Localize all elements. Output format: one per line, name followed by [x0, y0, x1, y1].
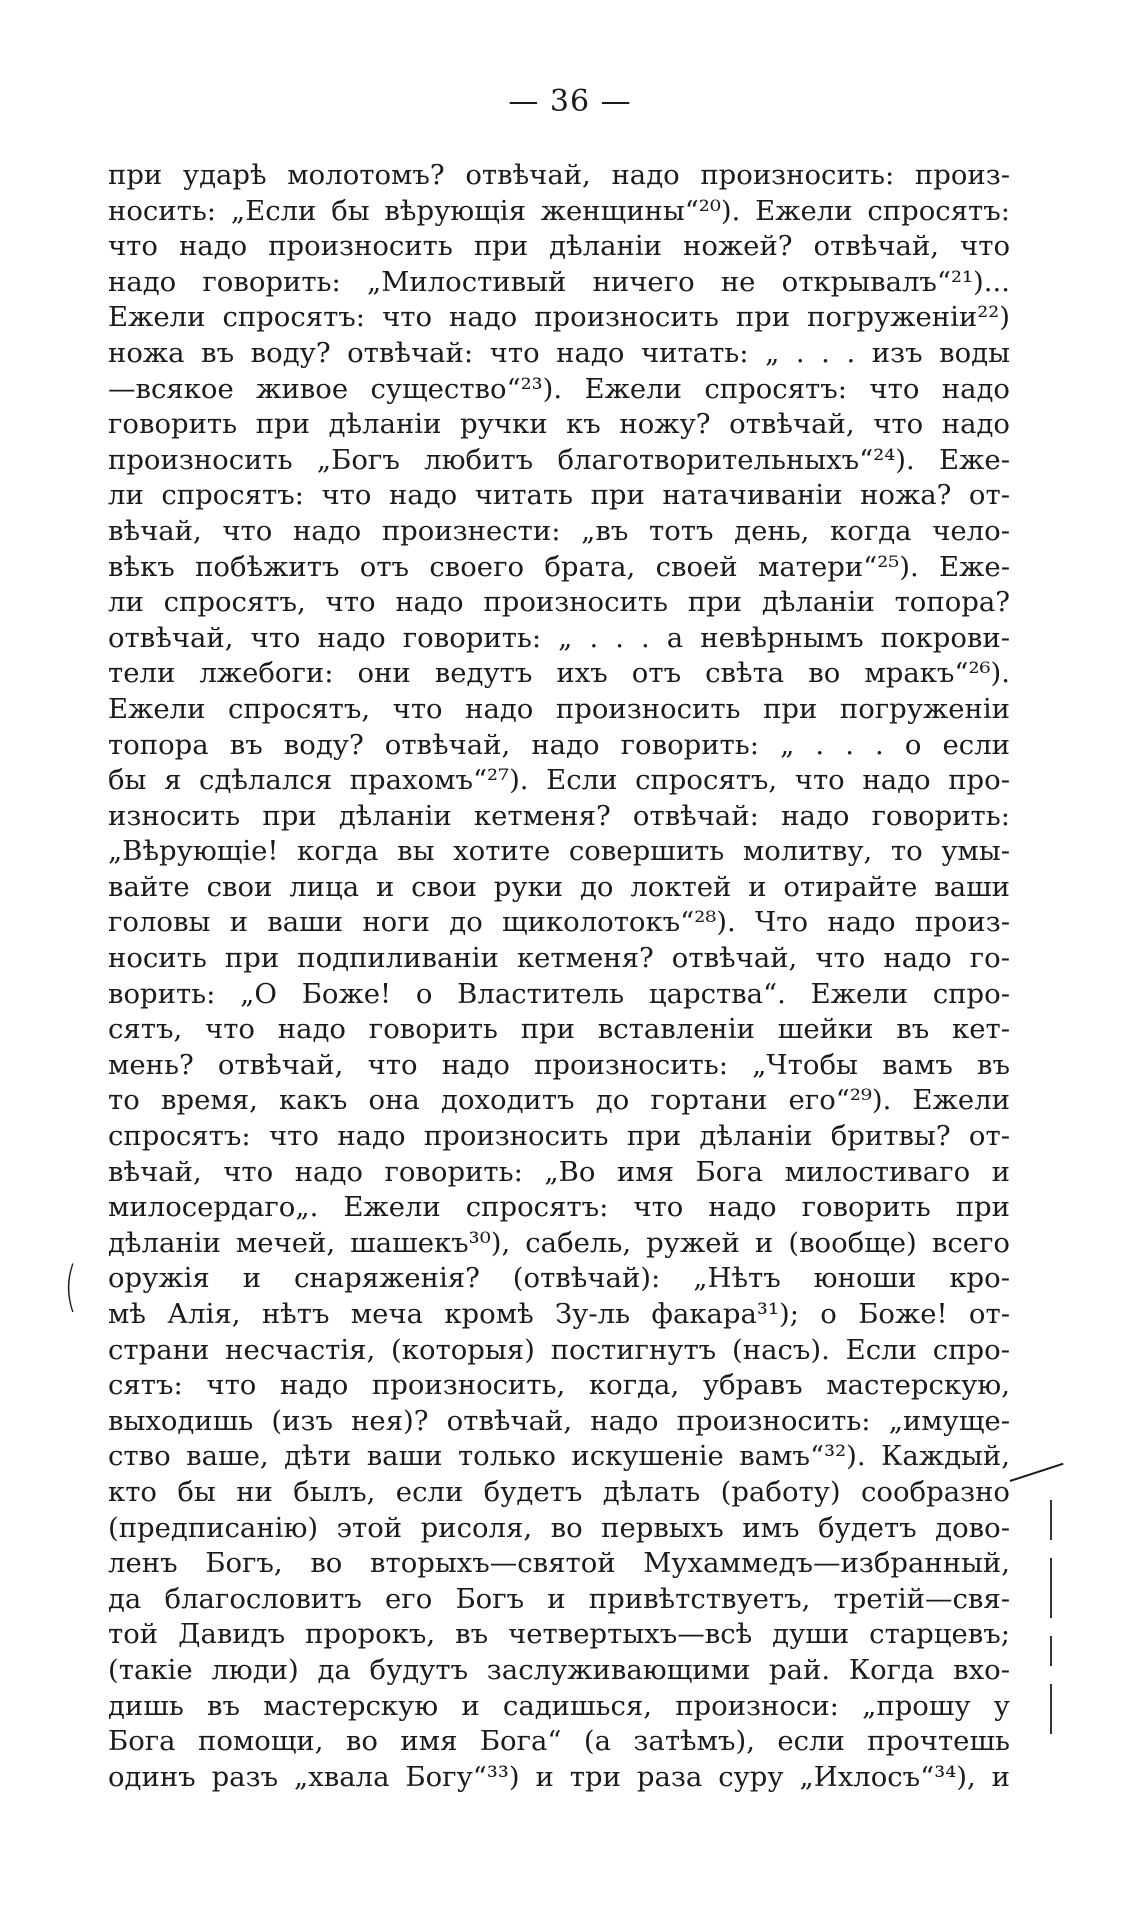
- text-line: отвѣчай, что надо говорить: „ . . . а невѣрнымъ покрови-: [108, 621, 1010, 654]
- page-edge-marks: [1050, 1500, 1070, 1780]
- text-line: Ежели спросятъ: что надо произносить при погруженіи²²): [108, 301, 1010, 334]
- text-line: спросятъ: что надо произносить при дѣланіи бритвы? от-: [108, 1120, 1010, 1153]
- text-line: милосердаго„. Ежели спросятъ: что надо говорить при: [108, 1191, 1010, 1224]
- text-line: ножа въ воду? отвѣчай: что надо читать: „ . . . изъ воды: [108, 336, 1010, 369]
- text-line: мѣ Алія, нѣтъ меча кромѣ Зу-ль факара³¹); о Боже! от-: [108, 1298, 1010, 1330]
- text-line: головы и ваши ноги до щиколотокъ“²⁸). Что надо произ-: [108, 906, 1010, 939]
- text-line: (такіе люди) да будутъ заслуживающими рай. Когда вхо-: [108, 1653, 1010, 1686]
- margin-parenthesis-mark: (: [64, 1255, 77, 1318]
- text-line: одинъ разъ „хвала Богу“³³) и три раза суру „Ихлосъ“³⁴), и: [108, 1760, 1010, 1793]
- text-line: вѣчай, что надо говорить: „Во имя Бога милостиваго и: [108, 1155, 1010, 1188]
- text-line: Ежели спросятъ, что надо произносить при погруженіи: [108, 692, 1010, 725]
- text-line: топора въ воду? отвѣчай, надо говорить: „ . . . о если: [108, 728, 1010, 761]
- text-line: ленъ Богъ, во вторыхъ—святой Мухаммедъ—избранный,: [108, 1547, 1010, 1580]
- text-line: тели лжебоги: они ведутъ ихъ отъ свѣта во мракъ“²⁶).: [108, 657, 1010, 690]
- text-line: мень? отвѣчай, что надо произносить: „Чтобы вамъ въ: [108, 1048, 1010, 1081]
- text-line: дишь въ мастерскую и садишься, произноси: „прошу у: [108, 1689, 1010, 1722]
- text-line: ли спросятъ: что надо читать при натачиваніи ножа? от-: [108, 479, 1010, 512]
- text-line: носить при подпиливаніи кетменя? отвѣчай, что надо го-: [108, 942, 1010, 975]
- text-line: бы я сдѣлался прахомъ“²⁷). Если спросятъ, что надо про-: [108, 764, 1010, 797]
- text-line: произносить „Богъ любитъ благотворительныхъ“²⁴). Еже-: [108, 443, 1010, 476]
- text-line: (предписанію) этой рисоля, во первыхъ имъ будетъ дово-: [108, 1511, 1010, 1544]
- text-line: дѣланіи мечей, шашекъ³⁰), сабель, ружей и (вообще) всего: [108, 1226, 1010, 1259]
- text-line: что надо произносить при дѣланіи ножей? отвѣчай, что: [108, 230, 1010, 263]
- text-line: да благословитъ его Богъ и привѣтствуетъ, третій—свя-: [108, 1582, 1010, 1615]
- text-line: Бога помощи, во имя Бога“ (а затѣмъ), если прочтешь: [108, 1725, 1010, 1758]
- body-text: [108, 158, 1010, 1795]
- margin-bracket-stroke: [1010, 1463, 1064, 1482]
- text-line: надо говорить: „Милостивый ничего не открывалъ“²¹)...: [108, 265, 1010, 298]
- text-line: страни несчастія, (которыя) постигнутъ (насъ). Если спро-: [108, 1333, 1010, 1366]
- text-line: „Вѣрующіе! когда вы хотите совершить молитву, то умы-: [108, 835, 1010, 868]
- text-line: носить: „Если бы вѣрующія женщины“²⁰). Ежели спросятъ:: [108, 194, 1010, 227]
- text-line: выходишь (изъ нея)? отвѣчай, надо произносить: „имуще-: [108, 1404, 1010, 1437]
- text-line: ство ваше, дѣти ваши только искушеніе вамъ“³²). Каждый,: [108, 1440, 1010, 1473]
- text-line: говорить при дѣланіи ручки къ ножу? отвѣчай, что надо: [108, 408, 1010, 441]
- text-line: износить при дѣланіи кетменя? отвѣчай: надо говорить:: [108, 799, 1010, 832]
- text-line: оружія и снаряженія? (отвѣчай): „Нѣтъ юноши кро-: [108, 1262, 1010, 1295]
- text-line: ворить: „О Боже! о Властитель царства“. Ежели спро-: [108, 977, 1010, 1010]
- text-line: той Давидъ пророкъ, въ четвертыхъ—всѣ души старцевъ;: [108, 1618, 1010, 1651]
- text-line: —всякое живое существо“²³). Ежели спросятъ: что надо: [108, 372, 1010, 405]
- text-line: ли спросятъ, что надо произносить при дѣланіи топора?: [108, 586, 1010, 619]
- text-line: сятъ, что надо говорить при вставленіи шейки въ кет-: [108, 1013, 1010, 1046]
- text-line: сятъ: что надо произносить, когда, убравъ мастерскую,: [108, 1369, 1010, 1402]
- text-line: вѣчай, что надо произнести: „въ тотъ день, когда чело-: [108, 514, 1010, 547]
- page-number: — 36 —: [508, 84, 632, 119]
- text-line: вѣкъ побѣжитъ отъ своего брата, своей матери“²⁵). Еже-: [108, 550, 1010, 583]
- text-line: то время, какъ она доходитъ до гортани его“²⁹). Ежели: [108, 1084, 1010, 1117]
- text-line: кто бы ни былъ, если будетъ дѣлать (работу) сообразно: [108, 1475, 1010, 1508]
- text-line: вайте свои лица и свои руки до локтей и отирайте ваши: [108, 870, 1010, 903]
- text-line: при ударѣ молотомъ? отвѣчай, надо произносить: произ-: [108, 159, 1010, 191]
